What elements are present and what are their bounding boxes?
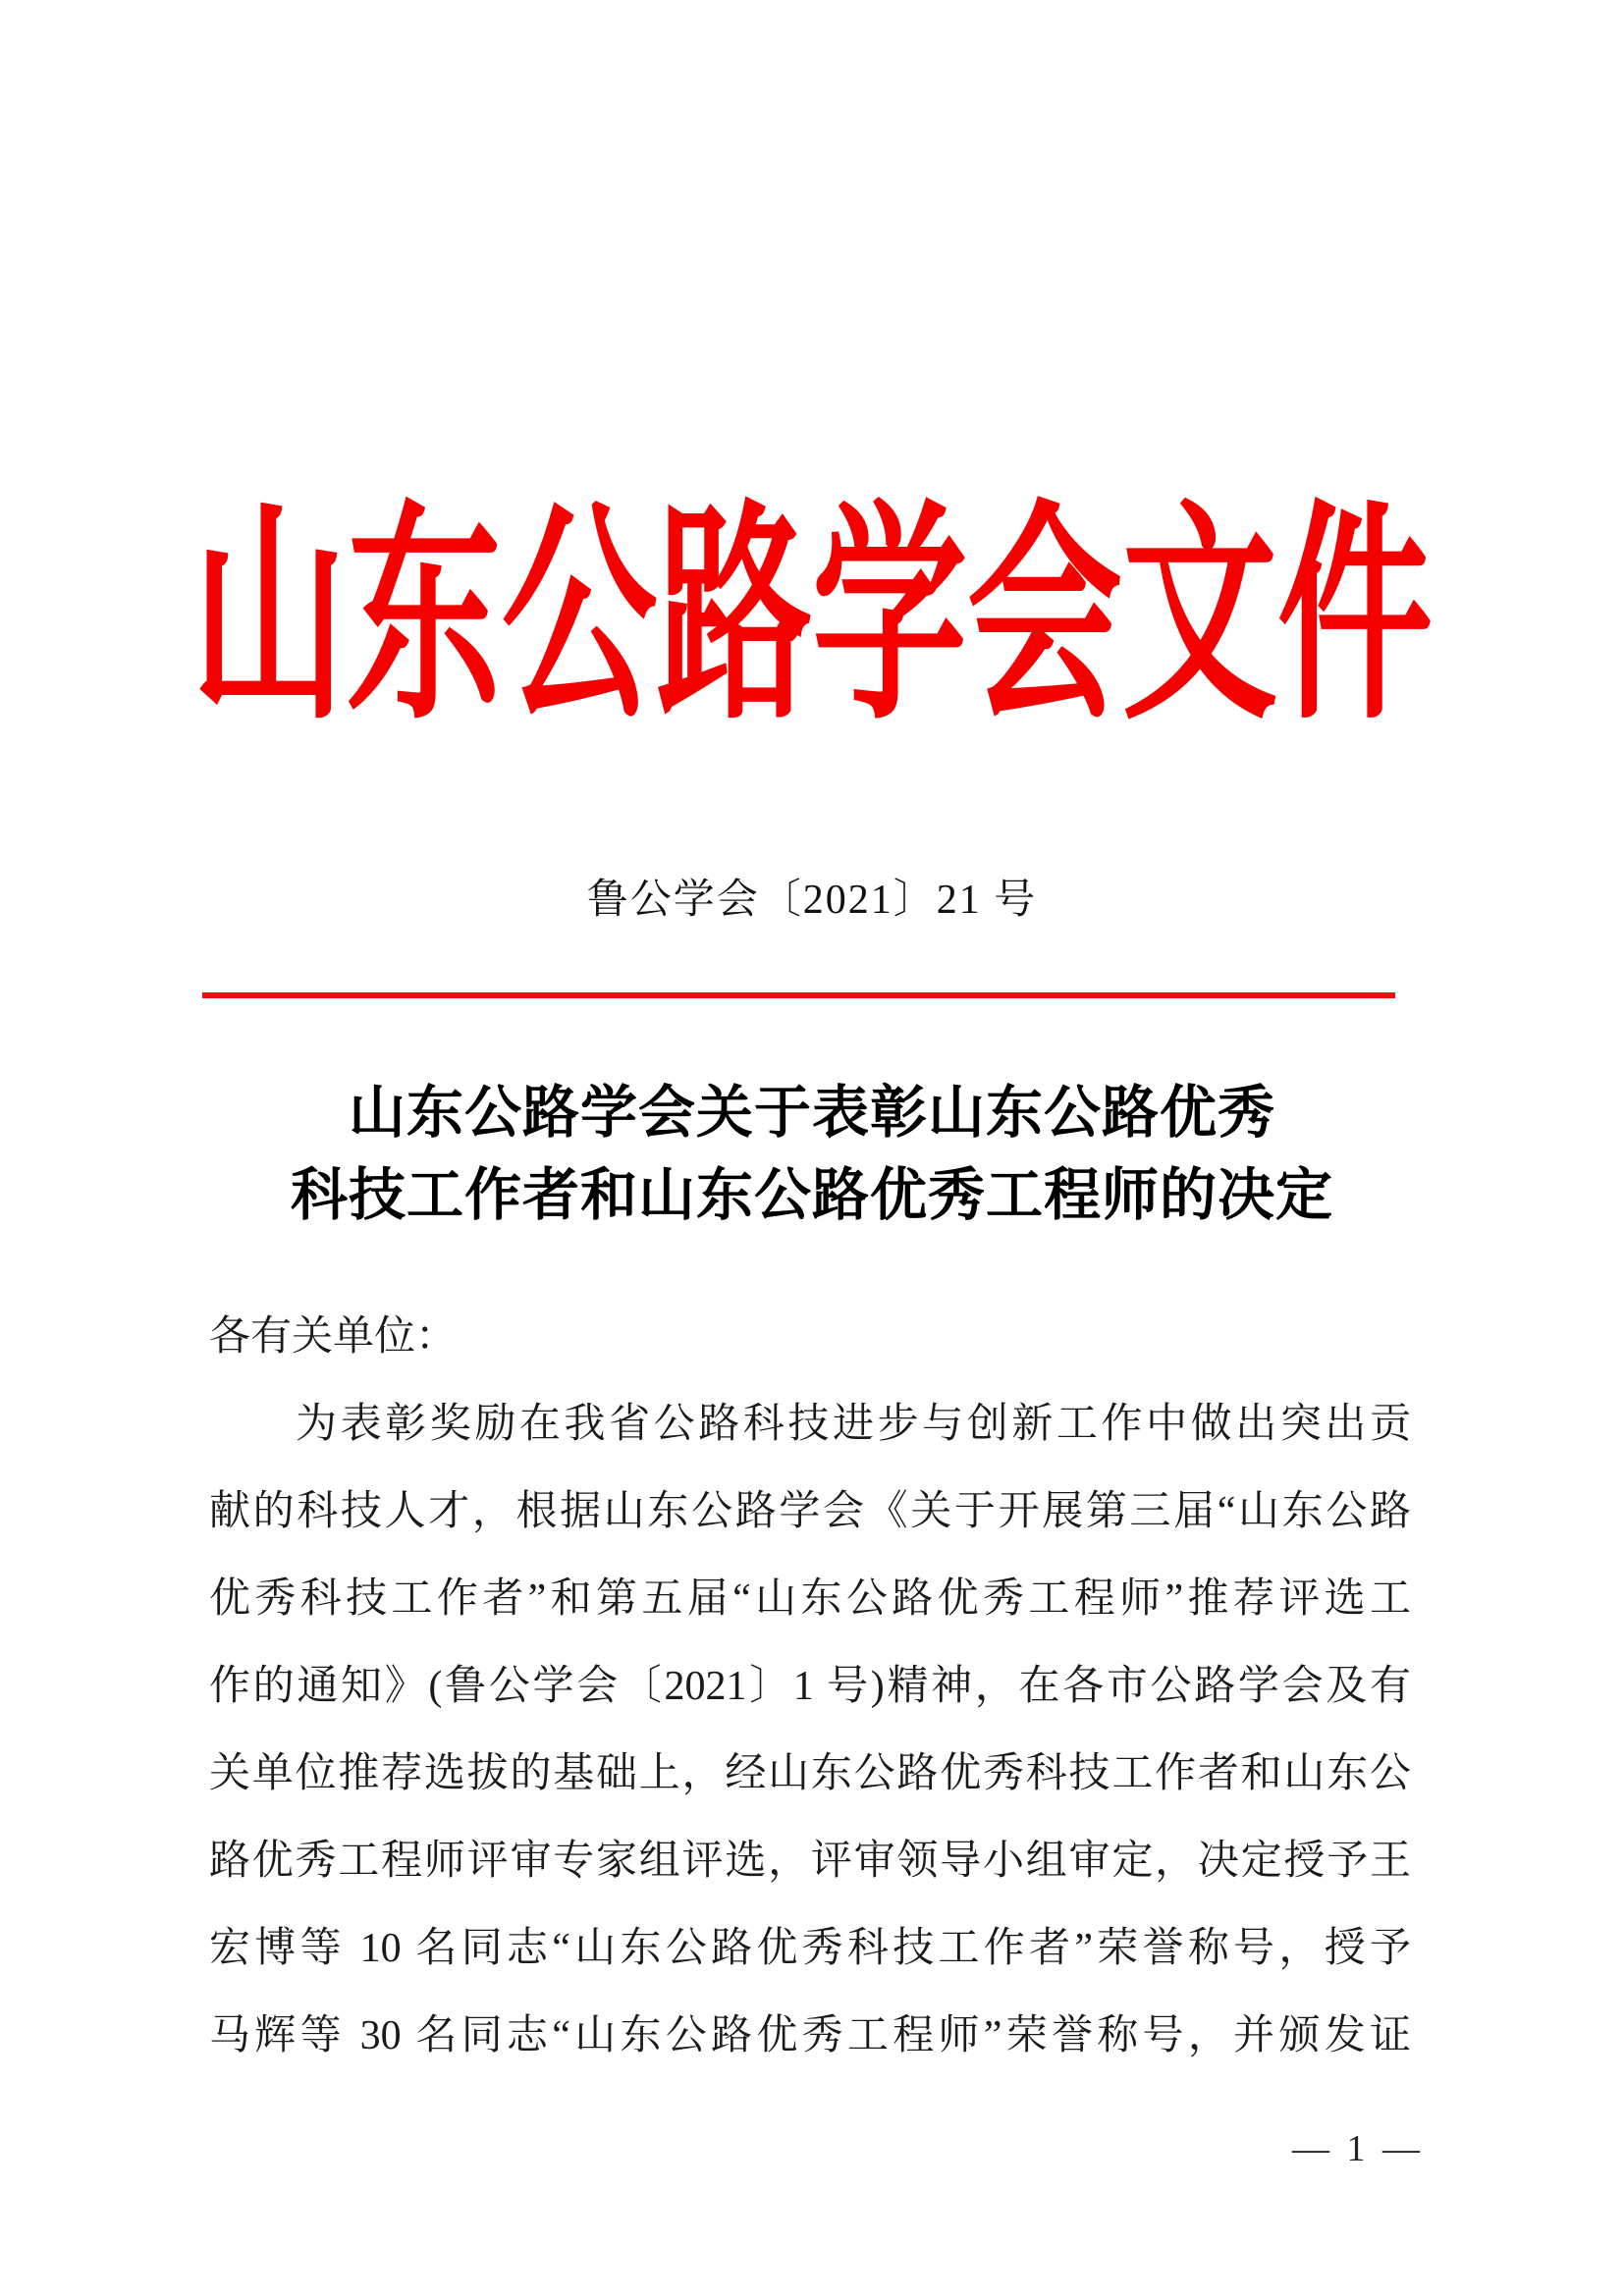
document-number: 鲁公学会〔2021〕21 号 bbox=[586, 878, 1038, 923]
document-title bbox=[191, 1072, 1433, 1237]
body-line: 为表彰奖励在我省公路科技进步与创新工作中做出突出贡 bbox=[296, 1402, 1411, 1447]
letterhead-title bbox=[0, 490, 1624, 748]
body-line: 宏博等 10 名同志“山东公路优秀科技工作者”荣誉称号，授予 bbox=[209, 1926, 1411, 1971]
letterhead-title-text: 山东公路学会文件 bbox=[191, 490, 1433, 748]
body-line: 关单位推荐选拔的基础上，经山东公路优秀科技工作者和山东公 bbox=[209, 1751, 1411, 1796]
body-line: 马辉等 30 名同志“山东公路优秀工程师”荣誉称号，并颁发证 bbox=[209, 2013, 1411, 2058]
page-number: — 1 — bbox=[1292, 2128, 1424, 2169]
body-line: 路优秀工程师评审专家组评选，评审领导小组审定，决定授予王 bbox=[209, 1839, 1411, 1884]
body-line: 优秀科技工作者”和第五届“山东公路优秀工程师”推荐评选工 bbox=[209, 1576, 1411, 1622]
body-line: 献的科技人才，根据山东公路学会《关于开展第三届“山东公路 bbox=[209, 1489, 1411, 1534]
document-title-line-2: 科技工作者和山东公路优秀工程师的决定 bbox=[290, 1163, 1333, 1227]
document-body bbox=[209, 1294, 1411, 2080]
body-line: 作的通知》(鲁公学会〔2021〕1 号)精神，在各市公路学会及有 bbox=[209, 1664, 1411, 1709]
salutation: 各有关单位： bbox=[209, 1314, 458, 1360]
document-title-line-1: 山东公路学会关于表彰山东公路优秀 bbox=[348, 1081, 1275, 1145]
red-divider-rule bbox=[202, 992, 1395, 998]
